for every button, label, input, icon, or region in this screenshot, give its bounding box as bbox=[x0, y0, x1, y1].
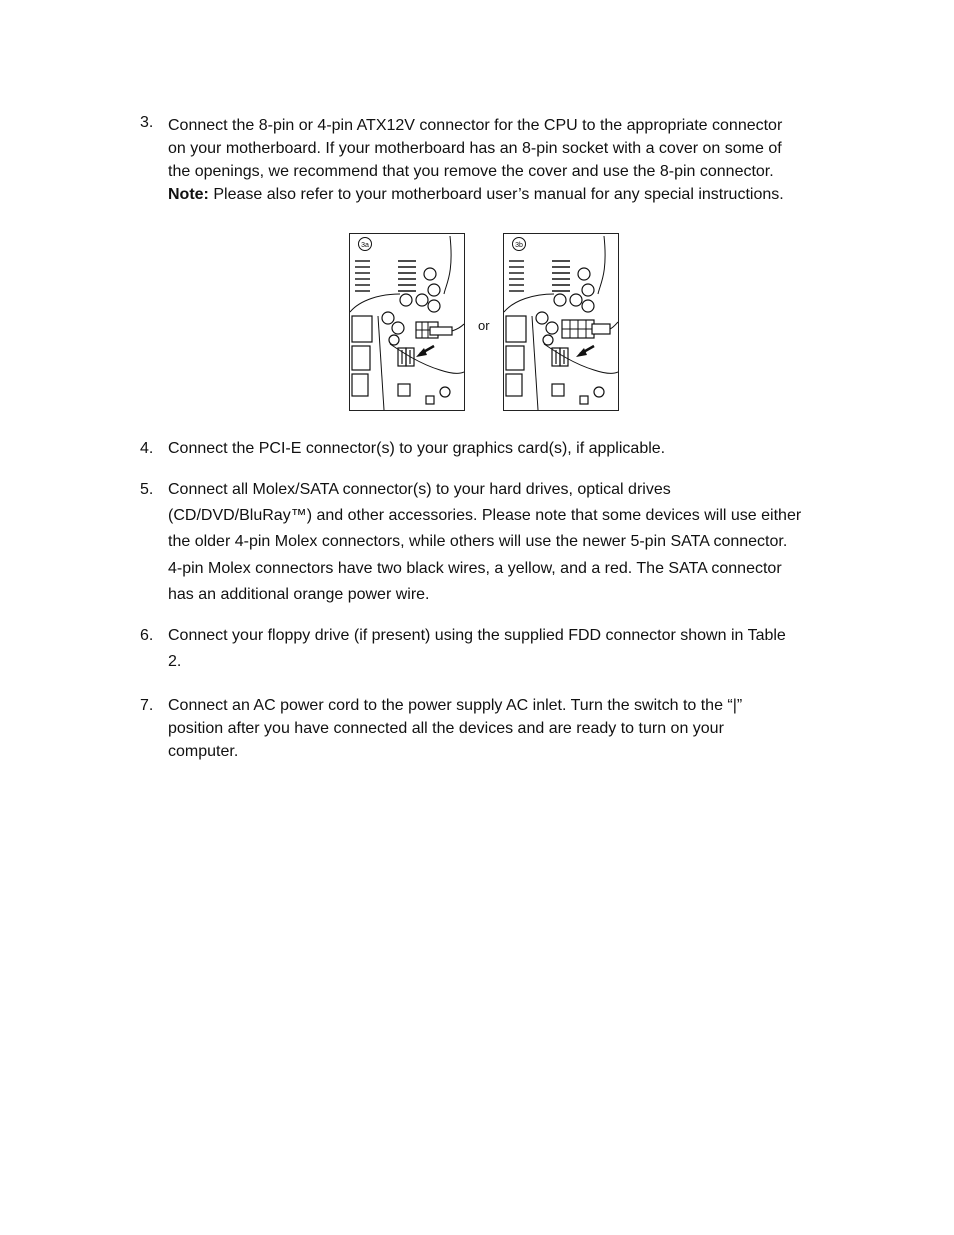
panel-label: 3b bbox=[515, 242, 523, 249]
step-number: 4. bbox=[140, 440, 154, 457]
step-number: 7. bbox=[140, 697, 154, 714]
step-line: position after you have connected all the devices and are ready to turn on your bbox=[168, 720, 724, 737]
step-line: Connect your floppy drive (if present) using the supplied FDD connector shown in Table bbox=[168, 627, 786, 644]
figure-panel-3b bbox=[503, 233, 619, 411]
step-line: computer. bbox=[168, 743, 239, 760]
step-line: Connect an AC power cord to the power supply AC inlet. Turn the switch to the “|” bbox=[168, 697, 743, 714]
motherboard-illustration-3a bbox=[350, 234, 464, 410]
step-text bbox=[168, 477, 848, 608]
note-text: Please also refer to your motherboard user’s manual for any special instructions. bbox=[208, 186, 784, 203]
step-line: the openings, we recommend that you remove the cover and use the 8-pin connector. bbox=[168, 163, 774, 180]
note-line bbox=[168, 183, 848, 206]
step-text bbox=[168, 114, 848, 206]
step-text bbox=[168, 694, 848, 763]
step-line: has an additional orange power wire. bbox=[168, 585, 430, 603]
step-number: 5. bbox=[140, 481, 154, 498]
step-number: 3. bbox=[140, 114, 154, 131]
step-line: on your motherboard. If your motherboard has an 8-pin socket with a cover on some of bbox=[168, 140, 782, 157]
panel-label: 3a bbox=[361, 242, 369, 249]
note-label: Note: bbox=[168, 186, 209, 203]
step-text bbox=[168, 623, 848, 675]
step-text bbox=[168, 437, 848, 460]
step-line: the older 4-pin Molex connectors, while others will use the newer 5-pin SATA connector. bbox=[168, 533, 788, 551]
step-line: (CD/DVD/BluRay™) and other accessories. Please note that some devices will use either bbox=[168, 507, 802, 525]
step-line: Connect the 8-pin or 4-pin ATX12V connector for the CPU to the appropriate connector bbox=[168, 117, 783, 134]
step-line: Connect all Molex/SATA connector(s) to your hard drives, optical drives bbox=[168, 481, 671, 498]
connector-figure bbox=[349, 233, 619, 411]
motherboard-illustration-3b bbox=[504, 234, 618, 410]
step-number: 6. bbox=[140, 627, 154, 644]
or-separator: or bbox=[478, 318, 490, 333]
step-line: 2. bbox=[168, 653, 182, 670]
figure-panel-3a bbox=[349, 233, 465, 411]
step-line: Connect the PCI-E connector(s) to your graphics card(s), if applicable. bbox=[168, 440, 666, 457]
step-line: 4-pin Molex connectors have two black wires, a yellow, and a red. The SATA connector bbox=[168, 559, 782, 577]
